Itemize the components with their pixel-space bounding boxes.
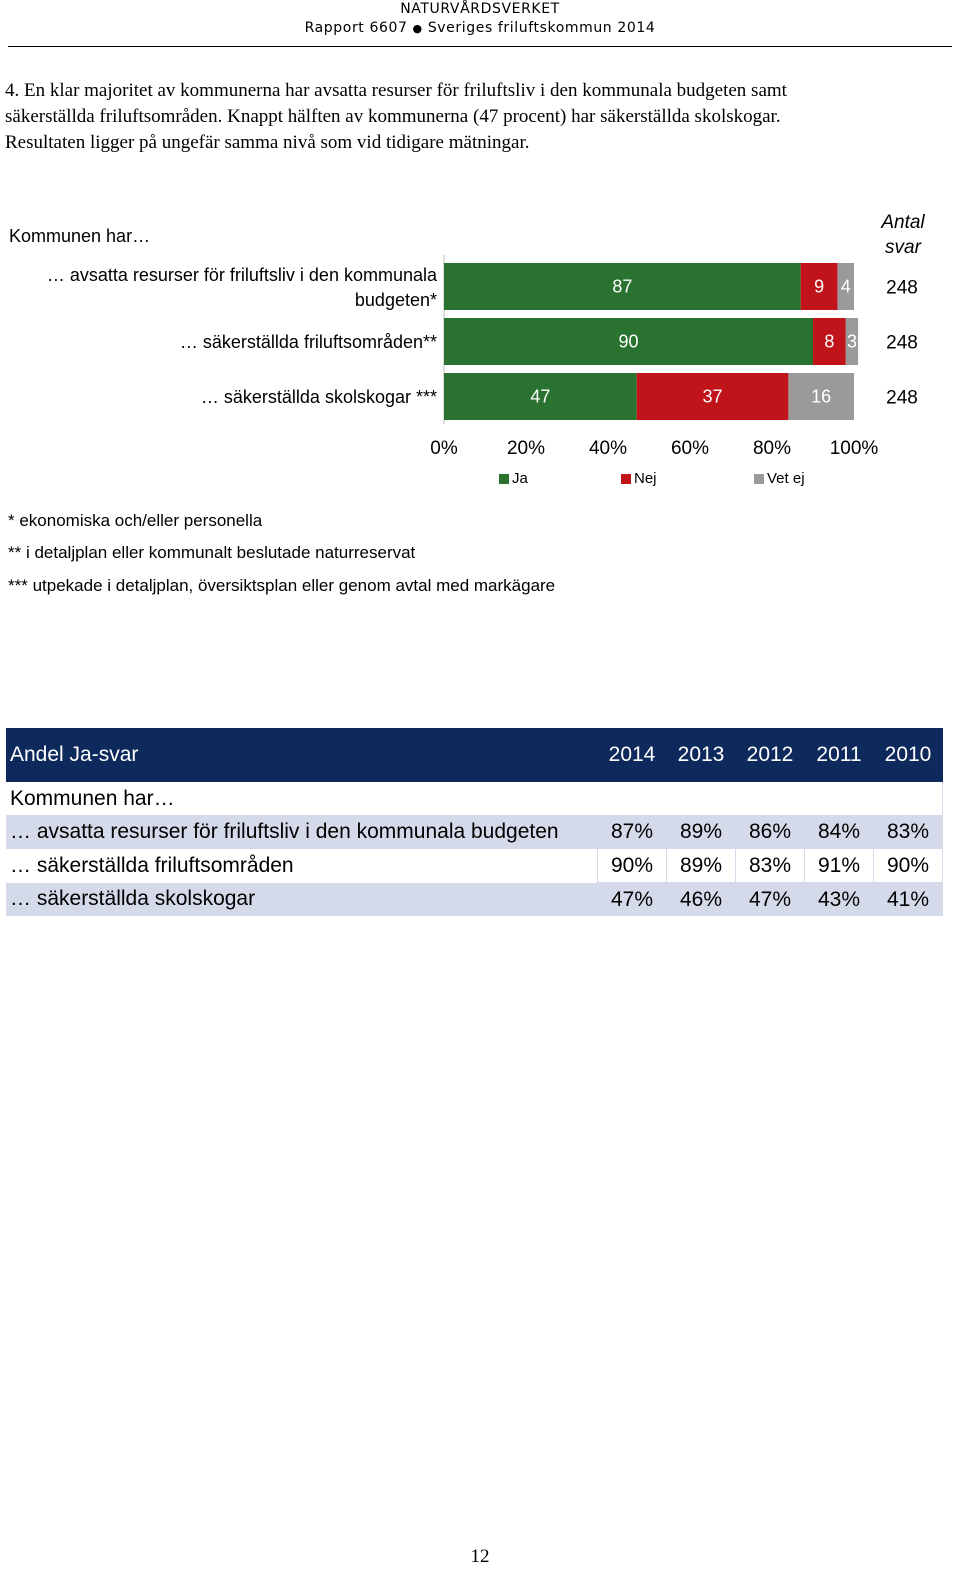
org-name: NATURVÅRDSVERKET: [400, 1, 560, 17]
x-tick-label: 0%: [430, 438, 458, 459]
row-label-line: … säkerställda skolskogar ***: [200, 387, 437, 407]
report-line: [0, 20, 960, 36]
cell-value: 86%: [736, 815, 805, 849]
data-label: 9: [814, 276, 825, 297]
year-header: 2012: [736, 728, 805, 782]
bullet-separator: ●: [412, 22, 423, 35]
x-tick-label: 100%: [829, 438, 879, 459]
intro-line: Resultaten ligger på ungefär samma nivå som vid tidigare mätningar.: [5, 132, 530, 153]
cell-value: 89%: [667, 849, 736, 883]
cell-value: 89%: [667, 815, 736, 849]
data-label: 8: [824, 331, 835, 352]
legend-swatch-ja: [499, 474, 509, 484]
table-row: [6, 815, 943, 849]
antal-svar-line: svar: [885, 237, 921, 258]
cell-value: 87%: [598, 815, 667, 849]
data-label: 3: [846, 331, 857, 352]
x-tick-label: 20%: [506, 438, 546, 459]
row-label: … säkerställda friluftsområden: [10, 853, 294, 877]
data-label: 16: [811, 386, 832, 407]
chart-title: Kommunen har…: [9, 226, 151, 246]
row-label-line: … avsatta resurser för friluftsliv i den kommunala: [46, 265, 437, 285]
cell-value: 91%: [805, 849, 874, 883]
antal-svar-header: [868, 210, 938, 260]
cell-value: 43%: [805, 883, 874, 917]
yes-share-table: [6, 728, 943, 916]
legend-swatch-nej: [621, 474, 631, 484]
year-header: 2013: [667, 728, 736, 782]
header-rule: [8, 46, 952, 47]
antal-svar-value: 248: [886, 332, 918, 354]
table-header-row: [6, 728, 943, 782]
table-row: [6, 883, 943, 917]
legend-item-nej: [621, 470, 657, 487]
legend-label-ja: Ja: [512, 470, 528, 487]
year-header: 2014: [598, 728, 667, 782]
table-title: Andel Ja-svar: [6, 728, 598, 782]
cell-value: 47%: [598, 883, 667, 917]
footnote: *** utpekade i detaljplan, översiktsplan eller genom avtal med markägare: [8, 576, 556, 595]
legend-item-ja: [499, 470, 528, 487]
antal-svar-value: 248: [886, 277, 918, 299]
table-row: [6, 849, 943, 883]
stacked-bar-chart: [0, 255, 960, 465]
row-label: … avsatta resurser för friluftsliv i den kommunala budgeten: [6, 815, 598, 849]
intro-line: 4. En klar majoritet av kommunerna har avsatta resurser för friluftsliv i den kommunala budgeten samt: [5, 80, 787, 101]
legend-label-vet-ej: Vet ej: [767, 470, 805, 487]
intro-paragraph: [5, 78, 955, 156]
cell-value: 90%: [598, 849, 667, 883]
year-header: 2010: [874, 728, 943, 782]
data-label: 47: [530, 386, 551, 407]
page-number: 12: [470, 1546, 490, 1567]
year-header: 2011: [805, 728, 874, 782]
cell-value: 41%: [874, 883, 943, 917]
intro-line: säkerställda friluftsområden. Knappt hälften av kommunerna (47 procent) har säkerställda skolskogar.: [5, 106, 781, 127]
data-label: 90: [618, 331, 639, 352]
legend-swatch-vet-ej: [754, 474, 764, 484]
cell-value: 47%: [736, 883, 805, 917]
antal-svar-line: Antal: [881, 212, 925, 233]
footnote: ** i detaljplan eller kommunalt beslutade naturreservat: [8, 543, 416, 562]
cell-value: 46%: [667, 883, 736, 917]
report-title: Sveriges friluftskommun 2014: [427, 20, 656, 36]
legend-label-nej: Nej: [634, 470, 657, 487]
legend-item-vet-ej: [754, 470, 805, 487]
row-label: … säkerställda skolskogar: [6, 883, 598, 917]
x-tick-label: 40%: [588, 438, 628, 459]
report-number: Rapport 6607: [304, 20, 408, 36]
cell-value: 84%: [805, 815, 874, 849]
row-label-line: budgeten*: [354, 290, 437, 310]
data-label: 37: [702, 386, 723, 407]
cell-value: 83%: [874, 815, 943, 849]
data-label: 87: [612, 276, 633, 297]
cell-value: 83%: [736, 849, 805, 883]
antal-svar-value: 248: [886, 387, 918, 409]
table-subheader-row: [6, 782, 943, 815]
data-label: 4: [840, 276, 851, 297]
row-label-line: … säkerställda friluftsområden**: [179, 332, 437, 352]
table-subheader: Kommunen har…: [6, 782, 943, 815]
x-tick-label: 80%: [752, 438, 792, 459]
cell-value: 90%: [874, 849, 943, 883]
footnote: * ekonomiska och/eller personella: [8, 511, 263, 530]
x-tick-label: 60%: [670, 438, 710, 459]
